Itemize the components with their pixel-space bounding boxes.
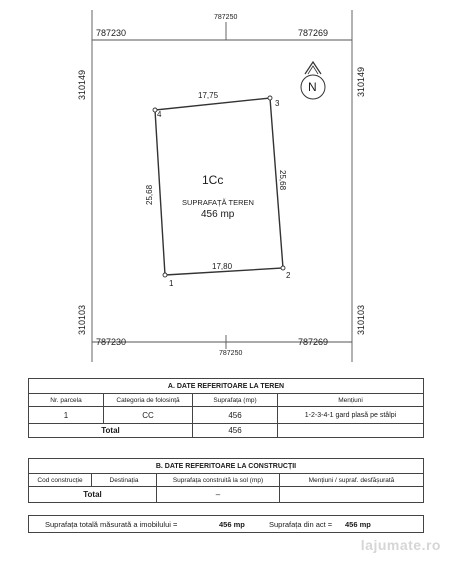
edge-length-right: 25,68 [278,170,287,191]
coord-left-top: 310149 [77,69,87,100]
table-b-header-notes: Mențiuni / supraf. desfășurată [280,474,424,487]
table-a-cell-area: 456 [193,407,278,424]
vertex-3-label: 3 [275,99,280,108]
table-a-cell-nr: 1 [29,407,104,424]
coord-right-top: 310149 [356,66,366,97]
measured-area-label: Suprafața totală măsurată a imobilului = [45,520,178,529]
vertex-2-marker [281,266,285,270]
vertex-2-label: 2 [286,271,291,280]
north-label: N [308,80,317,94]
coord-bottom-center: 787250 [219,350,243,357]
table-a-header-area: Suprafața (mp) [193,394,278,407]
table-b-total-empty [280,487,424,503]
coord-top-center: 787250 [214,14,238,21]
area-value: 456 mp [201,209,235,220]
edge-length-bottom: 17,80 [212,262,233,271]
table-a-total-value: 456 [193,424,278,438]
coord-bottom-right: 787269 [298,337,329,347]
table-row [29,407,424,424]
coord-left-bottom: 310103 [77,304,87,335]
measured-area-value: 456 mp [219,520,245,529]
deed-area-label: Suprafața din act = [269,520,333,529]
table-a-total-label: Total [29,424,193,438]
coord-bottom-left: 787230 [96,337,127,347]
coord-top-left: 787230 [96,28,127,38]
table-b-header-code: Cod construcție [29,474,92,487]
table-b-header-destination: Destinația [92,474,157,487]
table-a-total-row [29,424,424,438]
edge-length-top: 17,75 [198,91,219,100]
table-a-header-nr: Nr. parcela [29,394,104,407]
coord-top-right: 787269 [298,28,329,38]
vertex-1-label: 1 [169,279,174,288]
table-land-data [28,378,424,438]
table-a-header-category: Categoria de folosință [104,394,193,407]
vertex-4-label: 4 [157,110,162,119]
watermark: lajumate.ro [360,537,441,553]
area-summary [28,515,424,533]
table-a-cell-category: CC [104,407,193,424]
table-b-total-label: Total [29,487,157,503]
table-a-header-notes: Mențiuni [278,394,424,407]
area-label: SUPRAFAȚĂ TEREN [182,198,254,207]
table-a-total-empty [278,424,424,438]
edge-length-left: 25,68 [145,184,154,205]
table-b-title: B. DATE REFERITOARE LA CONSTRUCȚII [29,459,424,474]
parcel-code: 1Cc [202,173,224,187]
table-b-total-row [29,487,424,503]
table-construction-data [28,458,424,503]
table-b-header-area: Suprafața construită la sol (mp) [157,474,280,487]
table-a-cell-notes: 1-2-3-4-1 gard plasă pe stâlpi [278,407,424,424]
table-b-total-value: – [157,487,280,503]
deed-area-value: 456 mp [345,520,371,529]
coord-right-bottom: 310103 [356,304,366,335]
table-a-title: A. DATE REFERITOARE LA TEREN [29,379,424,394]
vertex-3-marker [268,96,272,100]
vertex-1-marker [163,273,167,277]
